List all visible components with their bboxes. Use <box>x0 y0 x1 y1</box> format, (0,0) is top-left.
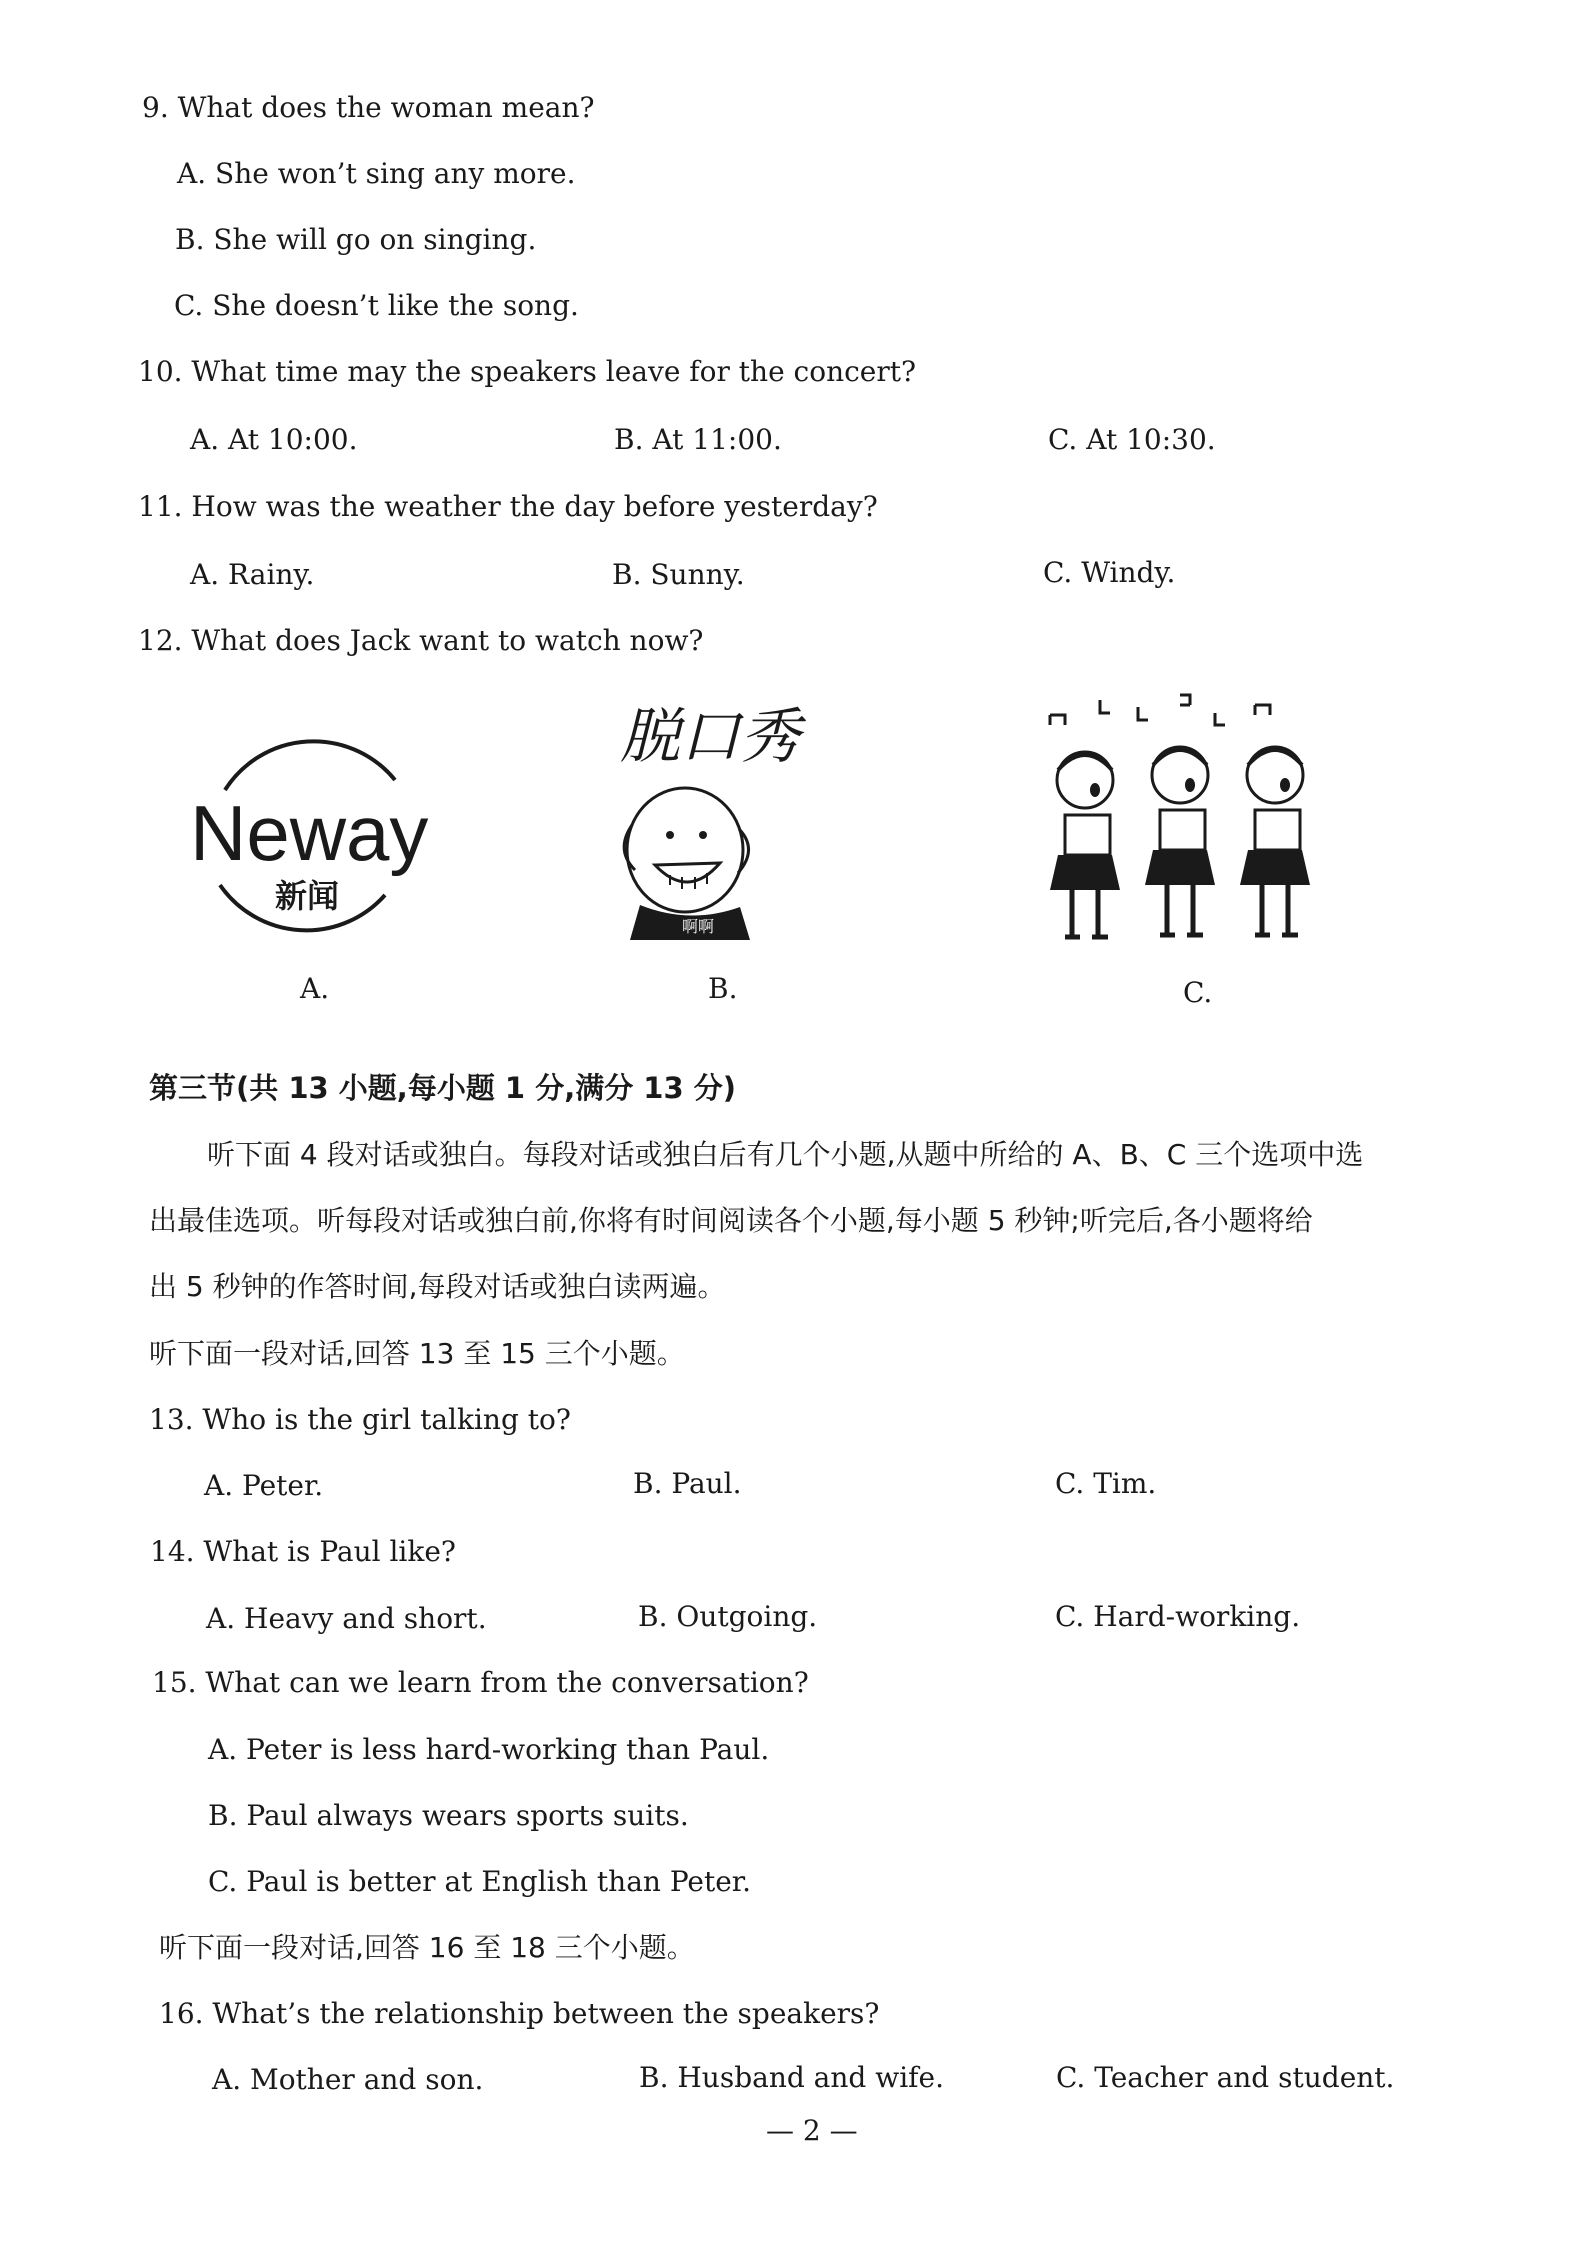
question-13-stem: 13. Who is the girl talking to? <box>149 1403 571 1436</box>
question-12-stem: 12. What does Jack want to watch now? <box>138 624 704 657</box>
picture-label-c: C. <box>1183 976 1213 1009</box>
question-16-option-b: B. Husband and wife. <box>639 2061 944 2094</box>
question-10-option-c: C. At 10:30. <box>1048 423 1216 456</box>
question-13-option-c: C. Tim. <box>1055 1467 1157 1500</box>
question-13-option-b: B. Paul. <box>633 1467 742 1500</box>
section-3-instructions-line-1: 听下面 4 段对话或独白。每段对话或独白后有几个小题,从题中所给的 A、B、C 三个选项中选 <box>207 1138 1364 1171</box>
picture-label-b: B. <box>708 972 738 1005</box>
picture-label-a: A. <box>300 972 330 1005</box>
question-16-option-c: C. Teacher and student. <box>1056 2061 1395 2094</box>
question-11-stem: 11. How was the weather the day before yesterday? <box>138 490 878 523</box>
question-14-option-c: C. Hard-working. <box>1055 1600 1301 1633</box>
question-14-stem: 14. What is Paul like? <box>150 1535 456 1568</box>
singer-3 <box>1240 747 1310 935</box>
cartoon-eye-left <box>666 831 674 839</box>
question-15-option-c: C. Paul is better at English than Peter. <box>208 1865 752 1898</box>
talk-show-title: 脱口秀 <box>620 702 800 772</box>
cartoon-badge: 啊啊 <box>682 917 715 936</box>
listen-instruction-16-18: 听下面一段对话,回答 16 至 18 三个小题。 <box>159 1931 695 1964</box>
question-9-option-c: C. She doesn’t like the song. <box>174 289 579 322</box>
logo-wordmark: Neway <box>190 789 429 877</box>
question-10-stem: 10. What time may the speakers leave for the concert? <box>138 355 917 388</box>
question-15-option-b: B. Paul always wears sports suits. <box>208 1799 689 1832</box>
question-9-option-b: B. She will go on singing. <box>175 223 537 256</box>
question-15-option-a: A. Peter is less hard-working than Paul. <box>208 1733 770 1766</box>
section-3-heading: 第三节(共 13 小题,每小题 1 分,满分 13 分) <box>149 1071 737 1105</box>
question-16-option-a: A. Mother and son. <box>212 2063 484 2096</box>
question-13-option-a: A. Peter. <box>204 1469 324 1502</box>
cartoon-eye-right <box>699 831 707 839</box>
question-14-option-b: B. Outgoing. <box>638 1600 818 1633</box>
question-10-option-a: A. At 10:00. <box>190 423 358 456</box>
question-14-option-a: A. Heavy and short. <box>206 1602 487 1635</box>
logo-subtitle: 新闻 <box>275 877 340 915</box>
talk-show-picture <box>600 685 830 945</box>
music-notes-icon <box>1050 695 1270 725</box>
section-3-instructions-line-3: 出 5 秒钟的作答时间,每段对话或独白读两遍。 <box>149 1270 726 1303</box>
question-11-option-a: A. Rainy. <box>190 558 315 591</box>
section-3-instructions-line-2: 出最佳选项。听每段对话或独白前,你将有时间阅读各个小题,每小题 5 秒钟;听完后,各小题将给 <box>149 1204 1313 1237</box>
question-11-option-b: B. Sunny. <box>612 558 745 591</box>
question-15-stem: 15. What can we learn from the conversation? <box>152 1666 809 1699</box>
question-9-option-a: A. She won’t sing any more. <box>177 157 576 190</box>
question-11-option-c: C. Windy. <box>1043 556 1176 589</box>
news-logo-picture <box>180 720 450 950</box>
question-10-option-b: B. At 11:00. <box>614 423 782 456</box>
choir-picture <box>1030 685 1350 950</box>
listen-instruction-13-15: 听下面一段对话,回答 13 至 15 三个小题。 <box>149 1337 685 1370</box>
question-16-stem: 16. What’s the relationship between the speakers? <box>159 1997 880 2030</box>
cartoon-head <box>627 788 743 912</box>
cartoon-mouth <box>655 863 720 882</box>
question-9-stem: 9. What does the woman mean? <box>142 91 595 124</box>
logo-arc-top <box>225 741 395 790</box>
singer-2 <box>1145 747 1215 935</box>
page-number: — 2 — <box>766 2114 858 2147</box>
singer-1 <box>1050 752 1120 937</box>
